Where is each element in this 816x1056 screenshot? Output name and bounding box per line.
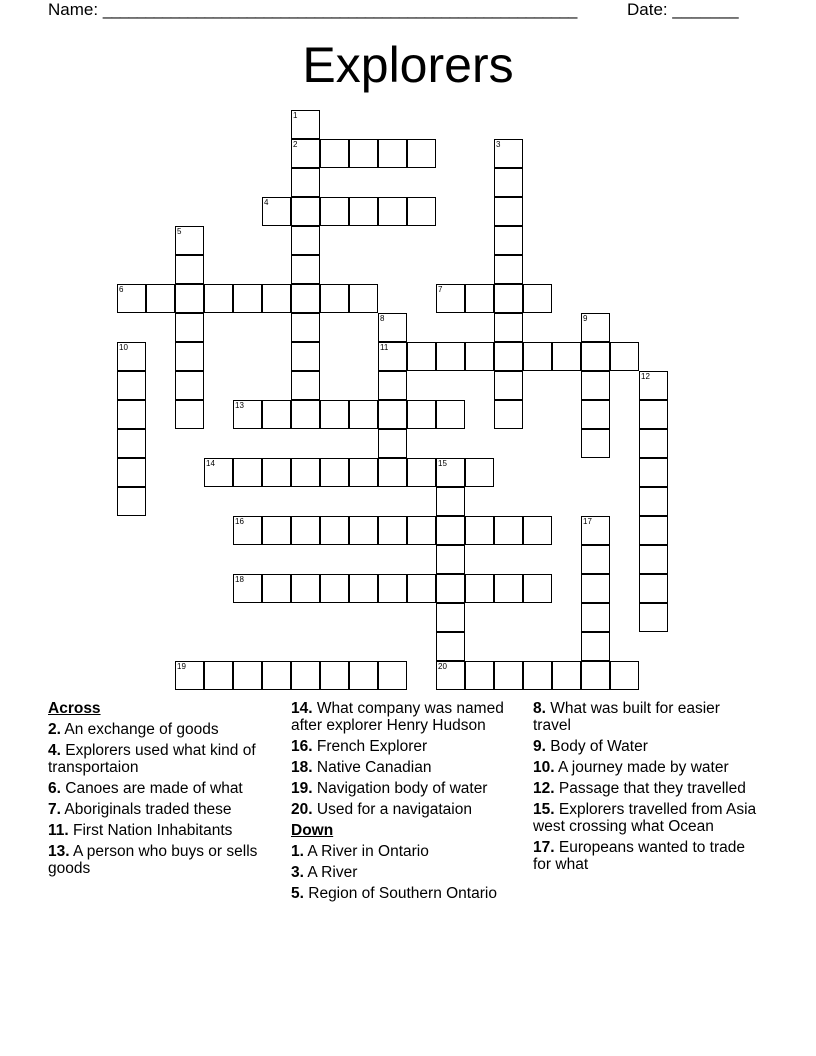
grid-cell[interactable] [639,458,668,487]
clue-number: 16. [291,738,313,755]
grid-cell[interactable] [117,284,146,313]
grid-cell[interactable] [291,226,320,255]
clue-number: 13. [48,843,70,860]
clue-text: Canoes are made of what [65,780,243,797]
clue-number: 5. [291,885,304,902]
clue-number: 3. [291,864,304,881]
grid-cell[interactable] [552,661,581,690]
grid-cell[interactable] [436,603,465,632]
grid-cell[interactable] [581,400,610,429]
grid-cell[interactable] [233,400,262,429]
grid-cell[interactable] [639,487,668,516]
grid-cell[interactable] [581,603,610,632]
clue-down-15 [533,801,758,835]
grid-cell[interactable] [378,313,407,342]
clue-text: A person who buys or sells goods [48,843,258,877]
clue-across-18 [291,759,516,776]
clue-number: 18. [291,759,313,776]
grid-cell[interactable] [494,400,523,429]
cell-number: 13 [235,401,244,410]
grid-cell[interactable] [407,516,436,545]
grid-cell[interactable] [436,487,465,516]
grid-cell[interactable] [320,661,349,690]
grid-cell[interactable] [407,342,436,371]
cell-number: 7 [438,285,443,294]
grid-cell[interactable] [378,661,407,690]
grid-cell[interactable] [639,574,668,603]
cell-number: 1 [293,111,298,120]
grid-cell[interactable] [436,400,465,429]
grid-cell[interactable] [552,342,581,371]
grid-cell[interactable] [378,400,407,429]
cell-number: 2 [293,140,298,149]
grid-cell[interactable] [175,661,204,690]
grid-cell[interactable] [291,197,320,226]
name-blank[interactable]: ________________________________________________________ [102,0,577,19]
cell-number: 17 [583,517,592,526]
grid-cell[interactable] [146,284,175,313]
clue-across-14 [291,700,516,734]
grid-cell[interactable] [320,458,349,487]
grid-cell[interactable] [523,342,552,371]
grid-cell[interactable] [581,516,610,545]
clue-down-10 [533,759,758,776]
cell-number: 12 [641,372,650,381]
grid-cell[interactable] [117,371,146,400]
date-label: Date: [627,0,668,19]
grid-cell[interactable] [581,632,610,661]
grid-cell[interactable] [291,661,320,690]
grid-cell[interactable] [581,661,610,690]
grid-cell[interactable] [407,139,436,168]
clue-text: Explorers travelled from Asia west crossing what Ocean [533,801,757,835]
grid-cell[interactable] [494,197,523,226]
grid-cell[interactable] [378,458,407,487]
clue-across-13 [48,843,273,877]
grid-cell[interactable] [465,458,494,487]
cell-number: 19 [177,662,186,671]
grid-cell[interactable] [378,342,407,371]
grid-cell[interactable] [204,458,233,487]
grid-cell[interactable] [407,574,436,603]
clue-number: 6. [48,780,61,797]
clue-number: 9. [533,738,546,755]
grid-cell[interactable] [436,458,465,487]
grid-cell[interactable] [320,400,349,429]
grid-cell[interactable] [378,371,407,400]
grid-cell[interactable] [436,342,465,371]
cell-number: 10 [119,343,128,352]
clue-across-4 [48,742,273,776]
grid-cell[interactable] [291,110,320,139]
date-blank[interactable]: _______ [672,0,739,19]
grid-cell[interactable] [175,313,204,342]
grid-cell[interactable] [233,516,262,545]
grid-cell[interactable] [117,429,146,458]
clue-down-5 [291,885,516,902]
clue-text: What was built for easier travel [533,700,720,734]
cell-number: 8 [380,314,385,323]
grid-cell[interactable] [436,545,465,574]
clue-text: First Nation Inhabitants [73,822,233,839]
grid-cell[interactable] [262,458,291,487]
grid-cell[interactable] [639,545,668,574]
grid-cell[interactable] [349,574,378,603]
grid-cell[interactable] [494,284,523,313]
grid-cell[interactable] [291,255,320,284]
clue-number: 7. [48,801,61,818]
grid-cell[interactable] [291,342,320,371]
grid-cell[interactable] [436,284,465,313]
grid-cell[interactable] [639,400,668,429]
grid-cell[interactable] [291,574,320,603]
grid-cell[interactable] [639,603,668,632]
clue-text: A River in Ontario [307,843,429,860]
grid-cell[interactable] [407,400,436,429]
grid-cell[interactable] [436,516,465,545]
grid-cell[interactable] [639,429,668,458]
clue-text: Native Canadian [316,759,432,776]
clue-text: A journey made by water [558,759,729,776]
grid-cell[interactable] [494,371,523,400]
grid-cell[interactable] [349,400,378,429]
grid-cell[interactable] [291,284,320,313]
grid-cell[interactable] [494,516,523,545]
clue-number: 11. [48,822,69,839]
grid-cell[interactable] [523,284,552,313]
cell-number: 18 [235,575,244,584]
clue-number: 8. [533,700,546,717]
grid-cell[interactable] [175,342,204,371]
name-label: Name: [48,0,99,19]
grid-cell[interactable] [523,516,552,545]
grid-cell[interactable] [639,516,668,545]
grid-cell[interactable] [378,197,407,226]
grid-cell[interactable] [175,371,204,400]
cell-number: 14 [206,459,215,468]
clue-text: Region of Southern Ontario [308,885,497,902]
grid-cell[interactable] [233,458,262,487]
clue-text: Used for a navigataion [316,801,472,818]
puzzle-title: Explorers [302,37,514,93]
grid-cell[interactable] [349,458,378,487]
clue-number: 20. [291,801,313,818]
clue-text: French Explorer [316,738,428,755]
grid-cell[interactable] [291,313,320,342]
grid-cell[interactable] [407,197,436,226]
grid-cell[interactable] [581,371,610,400]
grid-cell[interactable] [262,284,291,313]
grid-cell[interactable] [349,516,378,545]
grid-cell[interactable] [320,574,349,603]
grid-cell[interactable] [378,429,407,458]
grid-cell[interactable] [262,516,291,545]
grid-cell[interactable] [117,487,146,516]
clue-number: 2. [48,721,61,738]
grid-cell[interactable] [291,168,320,197]
grid-cell[interactable] [175,400,204,429]
clue-text: Navigation body of water [316,780,488,797]
cell-number: 5 [177,227,182,236]
clue-text: Body of Water [550,738,648,755]
grid-cell[interactable] [291,400,320,429]
grid-cell[interactable] [465,342,494,371]
grid-cell[interactable] [494,661,523,690]
clue-number: 19. [291,780,313,797]
clue-number: 17. [533,839,555,856]
grid-cell[interactable] [349,661,378,690]
clue-down-3 [291,864,516,881]
grid-cell[interactable] [581,313,610,342]
grid-cell[interactable] [320,284,349,313]
grid-cell[interactable] [581,342,610,371]
grid-cell[interactable] [117,458,146,487]
grid-cell[interactable] [523,574,552,603]
clue-across-16 [291,738,516,755]
clue-down-12 [533,780,758,797]
clue-text: Passage that they travelled [558,780,746,797]
clue-text: Explorers used what kind of transportaion [48,742,256,776]
cell-number: 6 [119,285,124,294]
grid-cell[interactable] [494,313,523,342]
grid-cell[interactable] [494,139,523,168]
grid-cell[interactable] [349,197,378,226]
grid-cell[interactable] [233,574,262,603]
grid-cell[interactable] [465,516,494,545]
clues-column-1 [48,700,273,881]
grid-cell[interactable] [175,226,204,255]
clue-text: What company was named after explorer Henry Hudson [291,700,504,734]
clue-across-19 [291,780,516,797]
grid-cell[interactable] [610,342,639,371]
grid-cell[interactable] [639,371,668,400]
grid-cell[interactable] [523,661,552,690]
grid-cell[interactable] [291,458,320,487]
cell-number: 4 [264,198,269,207]
grid-cell[interactable] [581,574,610,603]
clue-number: 14. [291,700,313,717]
clue-across-11 [48,822,273,839]
grid-cell[interactable] [349,139,378,168]
grid-cell[interactable] [465,284,494,313]
grid-cell[interactable] [262,400,291,429]
grid-cell[interactable] [233,284,262,313]
grid-cell[interactable] [494,255,523,284]
grid-cell[interactable] [378,516,407,545]
clue-down-8 [533,700,758,734]
grid-cell[interactable] [175,284,204,313]
clue-text: A River [307,864,358,881]
grid-cell[interactable] [320,516,349,545]
grid-cell[interactable] [262,197,291,226]
grid-cell[interactable] [436,574,465,603]
grid-cell[interactable] [117,342,146,371]
cell-number: 11 [380,343,389,352]
clue-across-20 [291,801,516,818]
grid-cell[interactable] [262,661,291,690]
grid-cell[interactable] [262,574,291,603]
grid-cell[interactable] [291,139,320,168]
clue-number: 15. [533,801,555,818]
grid-cell[interactable] [175,255,204,284]
grid-cell[interactable] [320,197,349,226]
cell-number: 20 [438,662,447,671]
grid-cell[interactable] [494,168,523,197]
grid-cell[interactable] [581,429,610,458]
grid-cell[interactable] [407,458,436,487]
grid-cell[interactable] [610,661,639,690]
clue-across-7 [48,801,273,818]
grid-cell[interactable] [320,139,349,168]
clues-column-3 [533,700,758,877]
clue-text: Aboriginals traded these [64,801,232,818]
cell-number: 9 [583,314,588,323]
grid-cell[interactable] [291,516,320,545]
clue-down-17 [533,839,758,873]
grid-cell[interactable] [233,661,262,690]
grid-cell[interactable] [436,632,465,661]
cell-number: 3 [496,140,501,149]
grid-cell[interactable] [494,226,523,255]
clue-number: 1. [291,843,304,860]
clues-column-2 [291,700,516,906]
clue-number: 12. [533,780,555,797]
grid-cell[interactable] [465,574,494,603]
across-heading: Across [48,700,101,717]
grid-cell[interactable] [204,661,233,690]
grid-cell[interactable] [117,400,146,429]
grid-cell[interactable] [378,139,407,168]
clue-down-9 [533,738,758,755]
clue-text: Europeans wanted to trade for what [533,839,746,873]
grid-cell[interactable] [494,342,523,371]
grid-cell[interactable] [378,574,407,603]
grid-cell[interactable] [436,661,465,690]
grid-cell[interactable] [349,284,378,313]
cell-number: 16 [235,517,244,526]
grid-cell[interactable] [494,574,523,603]
clue-number: 10. [533,759,555,776]
grid-cell[interactable] [581,545,610,574]
grid-cell[interactable] [204,284,233,313]
clue-across-2 [48,721,273,738]
down-heading: Down [291,822,334,839]
cell-number: 15 [438,459,447,468]
grid-cell[interactable] [465,661,494,690]
clue-down-1 [291,843,516,860]
clue-text: An exchange of goods [64,721,219,738]
clue-across-6 [48,780,273,797]
clue-number: 4. [48,742,61,759]
grid-cell[interactable] [291,371,320,400]
